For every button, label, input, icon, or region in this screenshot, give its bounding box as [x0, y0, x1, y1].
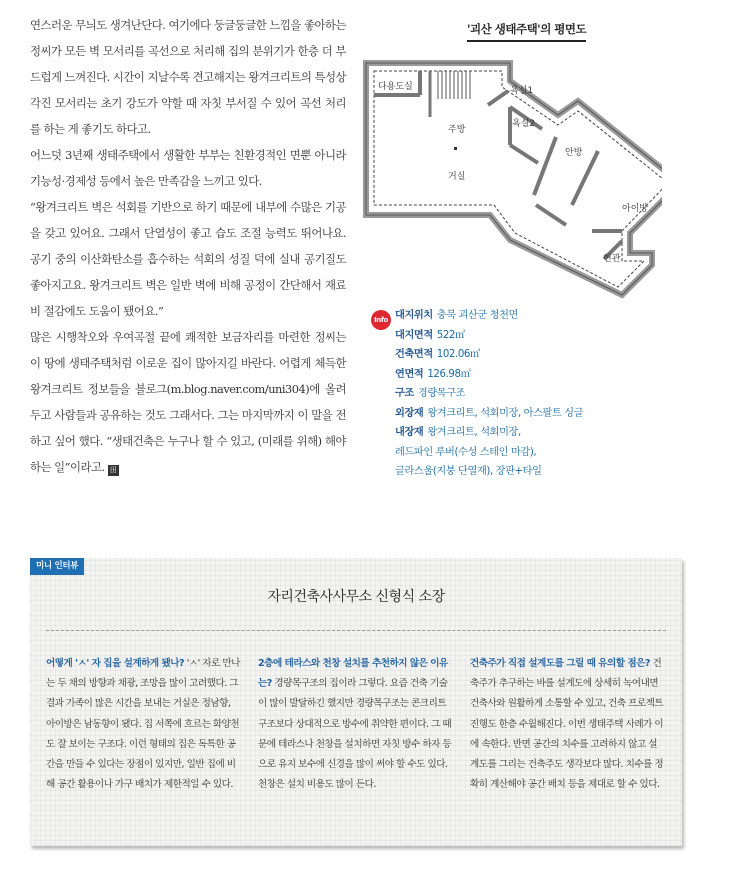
end-mark-icon: 田 [108, 465, 119, 476]
info-key: 건축면적 [395, 349, 433, 360]
divider [46, 630, 666, 631]
interview-column [258, 654, 453, 795]
info-row-continuation [395, 462, 641, 482]
room-utility: 다용도실 [378, 82, 413, 92]
info-key: 연면적 [395, 368, 424, 380]
mini-interview-box [30, 558, 682, 846]
interview-answer: 건축주가 추구하는 바를 설계도에 상세히 녹여내면 건축사와 원활하게 소통할 수 있고, 건축 프로젝트 진행도 한층 수월해진다. 이번 생태주택 사례가 이에 속한다. 반면 공간의 치수를 고려하지 않고 설계도를 그리는 건축주도 생각보다 많다. 치수를 정확히 계산해야 공간 배치 등을 제대로 할 수 있다. [470, 658, 664, 791]
floorplan-drawing [360, 55, 662, 305]
info-row [395, 404, 641, 424]
info-key: 내장재 [395, 427, 424, 438]
info-row [395, 326, 641, 346]
interview-column [46, 654, 241, 795]
interview-title: 자리건축사사무소 신형식 소장 [267, 589, 445, 605]
info-row [395, 423, 641, 443]
info-value: 왕겨크리트, 석회미장, [427, 427, 521, 438]
info-list [395, 306, 641, 482]
info-key: 구조 [395, 388, 414, 399]
interview-tag: 미니 인터뷰 [30, 558, 84, 575]
room-kitchen: 주방 [448, 125, 466, 135]
article-paragraph [30, 324, 346, 480]
info-value: 522㎡ [436, 329, 465, 341]
info-key: 대지면적 [395, 329, 433, 341]
interview-question: 어떻게 'ㅅ' 자 집을 설계하게 됐나? [46, 658, 185, 669]
info-value: 레드파인 루버(수성 스테인 마감), [395, 446, 537, 458]
room-kids: 아이방 [622, 204, 649, 214]
room-bath2: 욕실2 [512, 119, 536, 129]
info-value: 경량목구조 [417, 388, 466, 399]
info-value: 102.06㎡ [436, 349, 480, 360]
floorplan-title: '괴산 생태주택'의 평면도 [467, 21, 586, 42]
room-living: 거실 [448, 172, 466, 182]
info-row [395, 384, 641, 404]
article-paragraph: 어느덧 3년째 생태주택에서 생활한 부부는 친환경적인 면뿐 아니라 기능성·경제성 등에서 높은 만족감을 느끼고 있다. [30, 148, 346, 188]
info-value: 충북 괴산군 청천면 [436, 310, 518, 321]
article-body [30, 12, 346, 480]
interview-answer: 'ㅅ' 자로 만나는 두 채의 방향과 채광, 조망을 많이 고려했다. 그 결과 가족이 많은 시간을 보내는 거실은 정남향, 아이방은 남동향이 됐다. 집 서쪽에 흐르는 화양천도 잘 보이는 구조다. 이런 형태의 집은 독특한 공간을 만들 수 있다는 장점이 있지만, 일반 집에 비해 공간 활용이나 가구 배치가 제한적일 수 있다. [46, 658, 240, 791]
article-paragraph: “왕겨크리트 벽은 석회를 기반으로 하기 때문에 내부에 수많은 기공을 갖고 있어요. 그래서 단열성이 좋고 습도 조절 능력도 뛰어나요. 공기 중의 이산화탄소를 흡수하는 석회의 성질 덕에 실내 공기질도 좋아지고요. 왕겨크리트 벽은 일반 벽에 비해 공정이 간단해서 재료비 절감에도 도움이 됐어요.” [30, 200, 346, 318]
info-row [395, 306, 641, 326]
room-bath1: 욕실1 [510, 86, 534, 96]
interview-question: 2층에 테라스와 천창 설치를 추천하지 않은 이유는? [258, 658, 448, 690]
info-row [395, 345, 641, 365]
info-value: 왕겨크리트, 석회미장, 아스팔트 싱글 [427, 407, 584, 419]
info-key: 대지위치 [395, 310, 433, 321]
interview-question: 건축주가 직접 설계도를 그릴 때 유의할 점은? [470, 658, 650, 669]
info-badge: Info [371, 310, 391, 330]
floorplan [360, 55, 662, 305]
info-key: 외장재 [395, 407, 424, 419]
info-row [395, 365, 641, 385]
room-master: 안방 [565, 148, 583, 158]
interview-answer: 경량목구조의 집이라 그렇다. 요즘 건축 기술이 많이 발달하긴 했지만 경량목구조는 콘크리트 구조보다 상대적으로 방수에 취약한 편이다. 그 때문에 테라스나 천창을 설치하면 자칫 방수 하자 등으로 유지 보수에 신경을 많이 써야 할 수도 있다. 천창은 설치 비용도 많이 든다. [258, 678, 452, 791]
info-value: 126.98㎡ [427, 368, 471, 380]
article-paragraph-text: 많은 시행착오와 우여곡절 끝에 쾌적한 보금자리를 마련한 정씨는 이 땅에 생태주택처럼 이로운 집이 많아지길 바란다. 어렵게 체득한 왕겨크리트 정보들을 블로그(m.blog.naver.com/uni304)에 올려두고 사람들과 공유하는 것도 그래서다. 그는 마지막까지 이 말을 전하고 싶어 했다. “생태건축은 누구나 할 수 있고, (미래를 위해) 해야 하는 일”이라고. [30, 330, 346, 474]
info-value: 글라스울(지붕 단열재), 장판+타일 [395, 466, 542, 477]
article-paragraph: 연스러운 무늬도 생겨난단다. 여기에다 둥글둥글한 느낌을 좋아하는 정씨가 모든 벽 모서리를 곡선으로 처리해 집의 분위기가 한층 더 부드럽게 느껴진다. 시간이 지날수록 견고해지는 왕겨크리트의 특성상 각진 모서리는 초기 강도가 약할 때 자칫 부서질 수 있어 곡선 처리를 하는 게 좋기도 하다고. [30, 18, 346, 136]
room-entrance: 현관 [603, 254, 621, 264]
interview-column [470, 654, 665, 795]
info-row-continuation [395, 443, 641, 463]
